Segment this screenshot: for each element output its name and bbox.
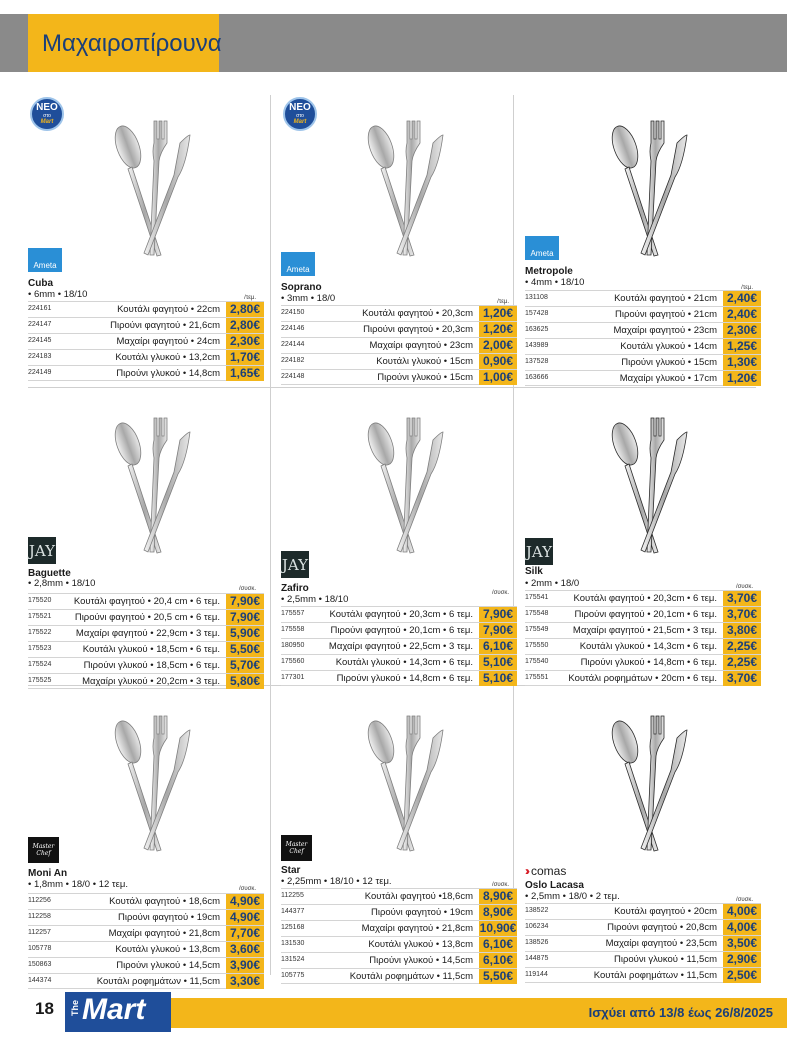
price-tag: 3,30€ (226, 974, 264, 989)
price-table (281, 606, 517, 686)
product-code: 157428 (525, 310, 549, 317)
price-tag: 6,10€ (479, 639, 517, 654)
table-row (525, 306, 761, 322)
price-tag: 1,30€ (723, 355, 761, 370)
brand-logo: Ameta (525, 236, 559, 260)
table-row (28, 317, 264, 333)
footer-logo-mart: Mart (82, 993, 146, 1026)
product-code: 175520 (28, 597, 52, 604)
cutlery-photo (28, 95, 264, 265)
product-description: Πιρούνι γλυκού • 14,8cm (116, 368, 220, 379)
product-code: 224149 (28, 369, 52, 376)
product-code: 125168 (281, 924, 305, 931)
product-code: 112256 (28, 897, 51, 904)
table-row (281, 305, 517, 321)
product-description: Κουτάλι φαγητού • 20,4 cm • 6 τεμ. (73, 596, 220, 607)
price-tag: 4,00€ (723, 920, 761, 935)
product-description: Μαχαίρι φαγητού • 23cm (613, 325, 717, 336)
price-tag: 4,90€ (226, 894, 264, 909)
product-code: 175521 (28, 613, 52, 620)
table-row (281, 670, 517, 686)
product-panel (28, 95, 264, 385)
price-tag: 3,90€ (226, 958, 264, 973)
product-code: 175557 (281, 610, 305, 617)
price-unit: /συσκ. (491, 882, 509, 888)
product-code: 224146 (281, 325, 305, 332)
price-tag: 2,25€ (723, 655, 761, 670)
price-table (281, 888, 517, 984)
grid-divider (270, 95, 271, 975)
product-description: Κουτάλι ροφημάτων • 20cm • 6 τεμ. (568, 673, 717, 684)
product-code: 224150 (281, 309, 305, 316)
product-code: 224148 (281, 373, 305, 380)
price-table (525, 903, 761, 983)
product-description: Κουτάλι γλυκού • 14,3cm • 6 τεμ. (579, 641, 717, 652)
table-row (525, 354, 761, 370)
new-badge (283, 97, 317, 131)
table-row (28, 625, 264, 641)
table-row (525, 638, 761, 654)
badge-line1: ΝΕΟ (36, 101, 58, 113)
product-spec: • 2,5mm • 18/0 • 2 τεμ. (525, 891, 620, 902)
product-code: 175524 (28, 661, 52, 668)
table-row (28, 301, 264, 317)
product-description: Πιρούνι φαγητού • 20,3cm (363, 324, 473, 335)
validity-text: Ισχύει από 13/8 έως 26/8/2025 (588, 1005, 773, 1020)
table-row (28, 673, 264, 689)
price-unit: /τεμ. (497, 299, 509, 305)
table-row (28, 909, 264, 925)
product-description: Μαχαίρι γλυκού • 17cm (619, 373, 717, 384)
product-description: Πιρούνι γλυκού • 14,5cm (116, 960, 220, 971)
table-row (525, 903, 761, 919)
product-code: 131108 (525, 294, 548, 301)
price-tag: 3,60€ (226, 942, 264, 957)
table-row (525, 670, 761, 686)
product-spec: • 4mm • 18/10 (525, 277, 585, 288)
table-row (281, 888, 517, 904)
product-code: 175558 (281, 626, 305, 633)
product-code: 175550 (525, 642, 549, 649)
price-tag: 1,20€ (479, 306, 517, 321)
table-row (28, 641, 264, 657)
product-description: Κουτάλι φαγητού • 20,3cm • 6 τεμ. (573, 593, 717, 604)
table-row (525, 935, 761, 951)
product-code: 138522 (525, 907, 549, 914)
table-row (28, 657, 264, 673)
price-tag: 6,10€ (479, 937, 517, 952)
product-code: 224145 (28, 337, 52, 344)
product-description: Κουτάλι γλυκού • 15cm (376, 356, 473, 367)
product-description: Κουτάλι φαγητού • 20cm (614, 906, 717, 917)
price-tag: 3,80€ (723, 623, 761, 638)
product-code: 175549 (525, 626, 549, 633)
table-row (28, 365, 264, 381)
product-spec: • 2,25mm • 18/10 • 12 τεμ. (281, 876, 392, 887)
price-tag: 1,00€ (479, 370, 517, 385)
product-spec: • 3mm • 18/0 (281, 293, 336, 304)
price-tag: 2,00€ (479, 338, 517, 353)
product-description: Μαχαίρι φαγητού • 23cm (369, 340, 473, 351)
price-tag: 2,30€ (226, 334, 264, 349)
price-tag: 2,50€ (723, 968, 761, 983)
product-description: Μαχαίρι φαγητού • 24cm (116, 336, 220, 347)
product-description: Μαχαίρι φαγητού • 21,8cm (361, 923, 473, 934)
product-code: 224182 (281, 357, 305, 364)
product-description: Κουτάλι φαγητού • 20,3cm (362, 308, 473, 319)
product-description: Κουτάλι φαγητού • 22cm (117, 304, 220, 315)
product-spec: • 6mm • 18/10 (28, 289, 88, 300)
product-code: 131524 (281, 956, 305, 963)
product-panel (281, 690, 517, 983)
product-code: 175548 (525, 610, 549, 617)
cutlery-photo (281, 690, 517, 860)
product-code: 105775 (281, 972, 305, 979)
product-spec: • 1,8mm • 18/0 • 12 τεμ. (28, 879, 129, 890)
price-tag: 2,80€ (226, 318, 264, 333)
table-row (281, 622, 517, 638)
brand-logo: Ameta (281, 252, 315, 276)
page-title: Μαχαιροπίρουνα (42, 30, 222, 57)
price-tag: 1,25€ (723, 339, 761, 354)
price-tag: 8,90€ (479, 889, 517, 904)
price-tag: 3,70€ (723, 671, 761, 686)
table-row (28, 957, 264, 973)
product-name: Moni An (28, 868, 68, 879)
table-row (525, 606, 761, 622)
price-unit: /συσκ. (491, 590, 509, 596)
product-description: Μαχαίρι φαγητού • 23,5cm (605, 938, 717, 949)
price-table (525, 590, 761, 686)
brand-logo: Ameta (28, 248, 62, 272)
price-tag: 2,40€ (723, 307, 761, 322)
product-panel (281, 95, 517, 385)
product-description: Κουτάλι ροφημάτων • 11,5cm (96, 976, 220, 987)
product-code: 175541 (525, 594, 549, 601)
product-description: Πιρούνι φαγητού • 20,5 cm • 6 τεμ. (74, 612, 220, 623)
price-tag: 1,70€ (226, 350, 264, 365)
product-code: 175523 (28, 645, 52, 652)
table-row (281, 936, 517, 952)
product-description: Πιρούνι φαγητού • 19cm (371, 907, 473, 918)
table-row (28, 973, 264, 989)
product-name: Baguette (28, 568, 71, 579)
table-row (281, 337, 517, 353)
cutlery-photo (525, 690, 761, 860)
product-spec: • 2,5mm • 18/10 (281, 594, 349, 605)
product-description: Μαχαίρι γλυκού • 20,2cm • 3 τεμ. (82, 676, 220, 687)
price-tag: 7,90€ (479, 623, 517, 638)
cutlery-photo (281, 95, 517, 265)
price-tag: 2,25€ (723, 639, 761, 654)
table-row (28, 593, 264, 609)
badge-line2: στο (43, 112, 51, 119)
product-name: Cuba (28, 278, 53, 289)
table-row (281, 606, 517, 622)
product-description: Πιρούνι γλυκού • 15cm (621, 357, 717, 368)
brand-logo: JAY (28, 537, 56, 564)
product-code: 144875 (525, 955, 549, 962)
price-tag: 5,50€ (479, 969, 517, 984)
price-table (28, 301, 264, 381)
table-row (525, 654, 761, 670)
product-description: Πιρούνι φαγητού • 20,8cm (607, 922, 717, 933)
product-code: 143989 (525, 342, 549, 349)
product-description: Πιρούνι γλυκού • 11,5cm (614, 954, 717, 965)
product-name: Silk (525, 566, 543, 577)
table-row (281, 369, 517, 385)
product-code: 175560 (281, 658, 305, 665)
price-table (281, 305, 517, 385)
product-code: 119144 (525, 971, 548, 978)
product-code: 163625 (525, 326, 549, 333)
price-tag: 5,50€ (226, 642, 264, 657)
brand-logo: JAY (525, 538, 553, 565)
product-code: 175551 (525, 674, 549, 681)
price-tag: 5,70€ (226, 658, 264, 673)
price-tag: 2,40€ (723, 291, 761, 306)
price-tag: 3,70€ (723, 607, 761, 622)
price-unit: /συσκ. (735, 897, 753, 903)
product-code: 175525 (28, 677, 52, 684)
product-code: 105778 (28, 945, 52, 952)
cutlery-photo (28, 690, 264, 860)
price-unit: /τεμ. (244, 295, 256, 301)
price-unit: /τεμ. (741, 285, 753, 291)
price-tag: 7,90€ (479, 607, 517, 622)
table-row (525, 370, 761, 386)
table-row (525, 590, 761, 606)
product-description: Κουτάλι φαγητού • 21cm (614, 293, 717, 304)
price-tag: 2,80€ (226, 302, 264, 317)
product-description: Κουτάλι ροφημάτων • 11,5cm (593, 970, 717, 981)
product-description: Κουτάλι ροφημάτων • 11,5cm (349, 971, 473, 982)
cutlery-photo (28, 392, 264, 562)
product-panel (525, 95, 761, 385)
product-description: Κουτάλι γλυκού • 18,5cm • 6 τεμ. (82, 644, 220, 655)
price-table (28, 893, 264, 989)
product-panel (525, 392, 761, 685)
product-name: Zafiro (281, 583, 309, 594)
table-row (525, 322, 761, 338)
product-spec: • 2,8mm • 18/10 (28, 578, 96, 589)
price-tag: 5,10€ (479, 671, 517, 686)
table-row (28, 609, 264, 625)
brand-logo: Master Chef (281, 835, 312, 861)
price-tag: 8,90€ (479, 905, 517, 920)
table-row (525, 622, 761, 638)
page-number: 18 (35, 999, 54, 1018)
price-tag: 2,30€ (723, 323, 761, 338)
product-panel (28, 392, 264, 688)
price-tag: 7,70€ (226, 926, 264, 941)
price-tag: 7,90€ (226, 610, 264, 625)
price-tag: 2,90€ (723, 952, 761, 967)
product-description: Κουτάλι γλυκού • 13,2cm (115, 352, 220, 363)
product-description: Πιρούνι φαγητού • 19cm (118, 912, 220, 923)
product-spec: • 2mm • 18/0 (525, 578, 580, 589)
product-code: 224144 (281, 341, 305, 348)
product-code: 224183 (28, 353, 52, 360)
table-row (28, 333, 264, 349)
cutlery-photo (525, 95, 761, 265)
table-row (281, 353, 517, 369)
product-description: Μαχαίρι φαγητού • 21,5cm • 3 τεμ. (572, 625, 717, 636)
price-tag: 1,20€ (723, 371, 761, 386)
table-row (525, 967, 761, 983)
table-row (525, 919, 761, 935)
badge-line1: ΝΕΟ (289, 101, 311, 113)
table-row (525, 290, 761, 306)
cutlery-photo (525, 392, 761, 562)
table-row (281, 952, 517, 968)
product-code: 131530 (281, 940, 305, 947)
table-row (281, 321, 517, 337)
price-unit: /συσκ. (238, 886, 256, 892)
price-tag: 3,70€ (723, 591, 761, 606)
price-tag: 6,10€ (479, 953, 517, 968)
product-name: Soprano (281, 282, 322, 293)
price-tag: 0,90€ (479, 354, 517, 369)
product-code: 112257 (28, 929, 51, 936)
product-description: Πιρούνι φαγητού • 21,6cm (110, 320, 220, 331)
product-description: Κουτάλι φαγητού • 20,3cm • 6 τεμ. (329, 609, 473, 620)
product-description: Πιρούνι γλυκού • 14,5cm (369, 955, 473, 966)
product-description: Μαχαίρι φαγητού • 21,8cm (108, 928, 220, 939)
price-tag: 5,80€ (226, 674, 264, 689)
product-description: Κουτάλι γλυκού • 13,8cm (368, 939, 473, 950)
table-row (281, 920, 517, 936)
table-row (28, 925, 264, 941)
price-unit: /συσκ. (238, 586, 256, 592)
product-code: 224161 (28, 305, 52, 312)
product-description: Πιρούνι γλυκού • 15cm (377, 372, 473, 383)
product-description: Κουτάλι γλυκού • 14cm (620, 341, 717, 352)
price-tag: 1,65€ (226, 366, 264, 381)
new-badge (30, 97, 64, 131)
product-name: Oslo Lacasa (525, 880, 584, 891)
product-panel (525, 690, 761, 980)
price-table (28, 593, 264, 689)
brand-logo (525, 864, 595, 878)
product-description: Μαχαίρι φαγητού • 22,5cm • 3 τεμ. (328, 641, 473, 652)
product-description: Πιρούνι γλυκού • 18,5cm • 6 τεμ. (83, 660, 220, 671)
table-row (525, 338, 761, 354)
product-code: 177301 (281, 674, 305, 681)
product-code: 137528 (525, 358, 549, 365)
badge-line3: Mart (40, 118, 54, 125)
brand-logo: Master Chef (28, 837, 59, 863)
product-description: Κουτάλι φαγητού •18,6cm (364, 891, 473, 902)
price-table (525, 290, 761, 386)
product-code: 138526 (525, 939, 549, 946)
product-code: 175540 (525, 658, 549, 665)
product-description: Πιρούνι φαγητού • 20,1cm • 6 τεμ. (330, 625, 473, 636)
product-description: Κουτάλι γλυκού • 14,3cm • 6 τεμ. (335, 657, 473, 668)
product-code: 150863 (28, 961, 52, 968)
brand-logo-text: comas (531, 864, 567, 878)
product-code: 144374 (28, 977, 52, 984)
product-code: 106234 (525, 923, 549, 930)
price-tag: 3,50€ (723, 936, 761, 951)
brand-logo: JAY (281, 551, 309, 578)
table-row (281, 968, 517, 984)
product-name: Star (281, 865, 301, 876)
product-panel (28, 690, 264, 988)
product-code: 180950 (281, 642, 305, 649)
product-name: Metropole (525, 266, 573, 277)
price-tag: 1,20€ (479, 322, 517, 337)
price-tag: 5,10€ (479, 655, 517, 670)
product-description: Πιρούνι φαγητού • 20,1cm • 6 τεμ. (574, 609, 717, 620)
table-row (281, 654, 517, 670)
grid-divider (28, 387, 756, 388)
table-row (281, 638, 517, 654)
product-description: Κουτάλι φαγητού • 18,6cm (109, 896, 220, 907)
price-tag: 7,90€ (226, 594, 264, 609)
product-description: Πιρούνι γλυκού • 14,8cm • 6 τεμ. (336, 673, 473, 684)
comas-mark-icon: ›› (525, 864, 527, 878)
product-description: Πιρούνι φαγητού • 21cm (615, 309, 717, 320)
product-code: 144377 (281, 908, 305, 915)
product-code: 175522 (28, 629, 52, 636)
price-tag: 5,90€ (226, 626, 264, 641)
table-row (28, 941, 264, 957)
table-row (28, 893, 264, 909)
badge-line2: στο (296, 112, 304, 119)
product-code: 112258 (28, 913, 51, 920)
price-tag: 4,00€ (723, 904, 761, 919)
table-row (525, 951, 761, 967)
product-panel (281, 392, 517, 685)
table-row (28, 349, 264, 365)
product-code: 224147 (28, 321, 52, 328)
product-description: Κουτάλι γλυκού • 13,8cm (115, 944, 220, 955)
badge-line3: Mart (293, 118, 307, 125)
table-row (281, 904, 517, 920)
price-tag: 4,90€ (226, 910, 264, 925)
product-code: 112255 (281, 892, 304, 899)
price-unit: /συσκ. (735, 584, 753, 590)
cutlery-photo (281, 392, 517, 562)
product-code: 163666 (525, 374, 549, 381)
footer-logo-the: The (70, 1000, 80, 1017)
product-description: Μαχαίρι φαγητού • 22,9cm • 3 τεμ. (75, 628, 220, 639)
product-description: Πιρούνι γλυκού • 14,8cm • 6 τεμ. (580, 657, 717, 668)
price-tag: 10,90€ (479, 921, 517, 935)
